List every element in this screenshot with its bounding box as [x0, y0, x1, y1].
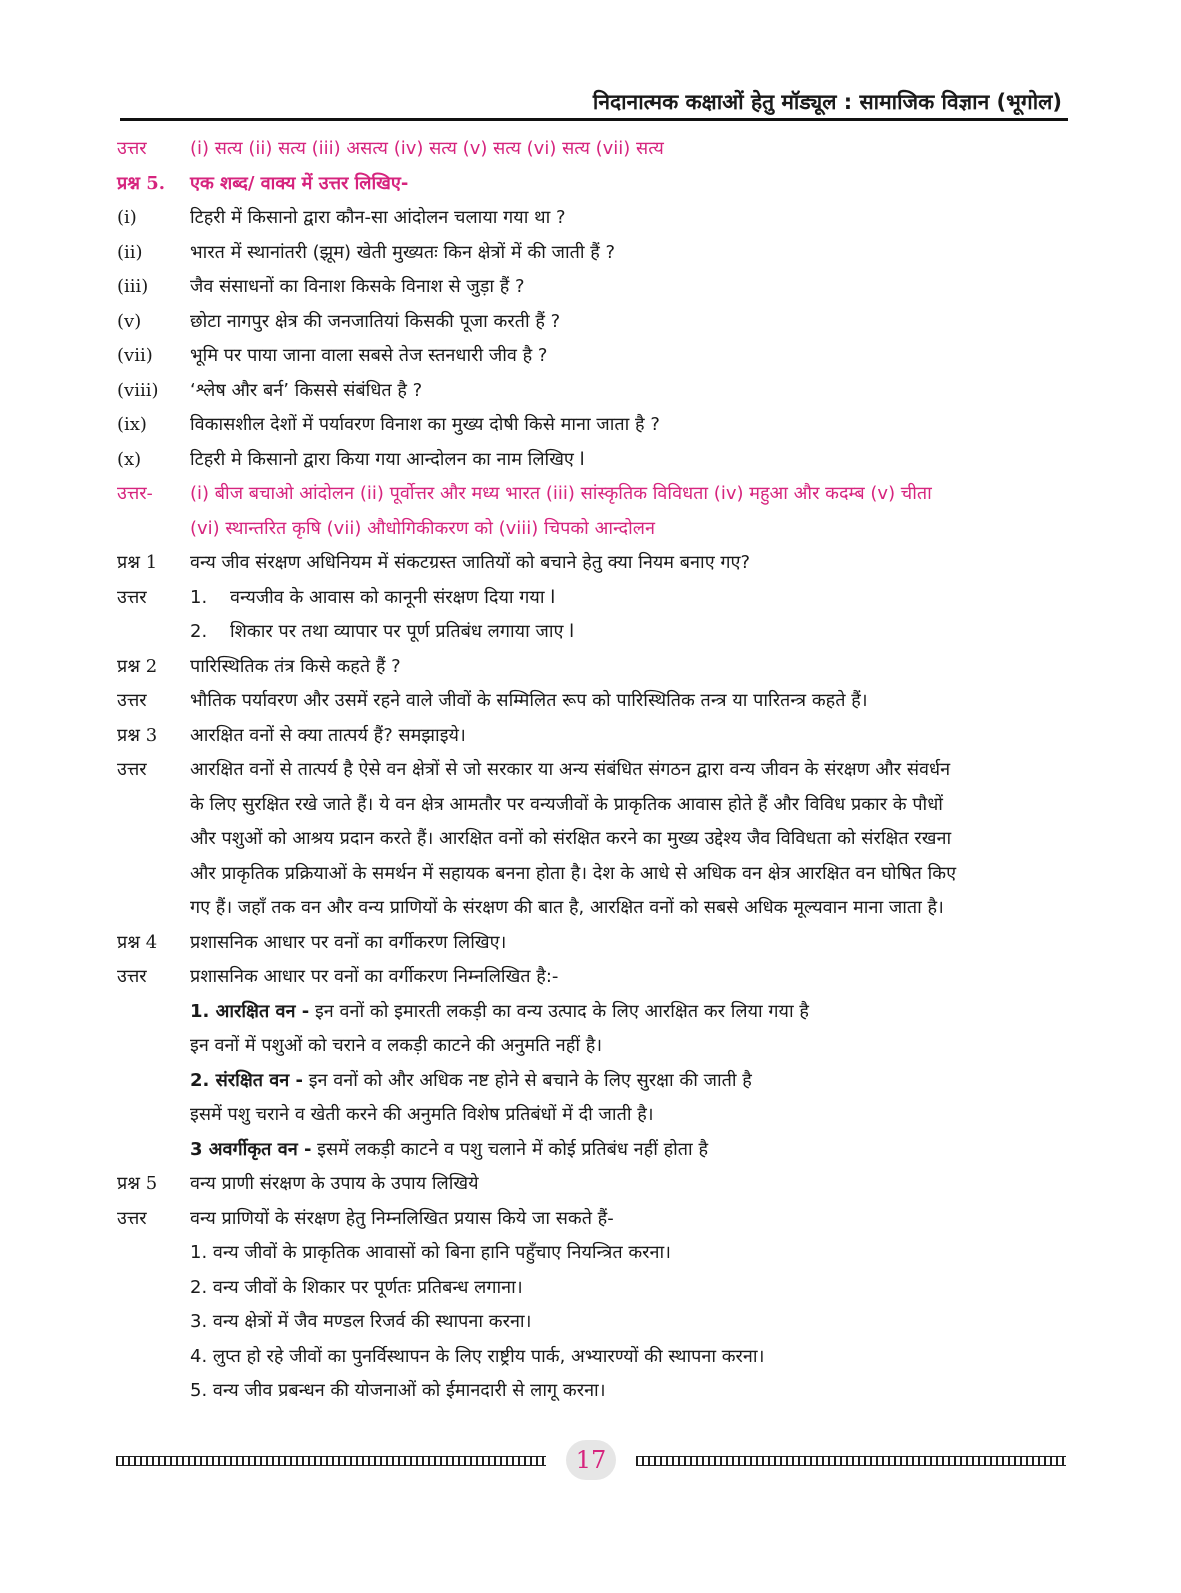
point-text: 1. वन्य जीवों के प्राकृतिक आवासों को बिना हानि पहुँचाए नियन्त्रित करना। [190, 1242, 671, 1263]
question-label: प्रश्न 1 [117, 552, 158, 573]
list-item [117, 201, 1072, 236]
item-number: (iii) [117, 276, 149, 297]
answer-label: उत्तर [117, 1207, 147, 1229]
point-text: 4. लुप्त हो रहे जीवों का पुनर्विस्थापन के लिए राष्ट्रीय पार्क, अभ्यारण्यों की स्थापना करना। [190, 1345, 765, 1367]
list-item [117, 339, 1072, 374]
answer-3-cont [117, 822, 1072, 857]
item-number: (ii) [117, 241, 143, 263]
question-text: आरक्षित वनों से क्या तात्पर्य हैं? समझाइये। [190, 724, 466, 746]
item-text: भूमि पर पाया जाना वाला सबसे तेज स्तनधारी जीव है ? [190, 345, 548, 366]
answer-5b [117, 1202, 1072, 1237]
list-item [117, 1340, 1072, 1375]
question-3 [117, 719, 1072, 754]
list-item [117, 1305, 1072, 1340]
answer-line: के लिए सुरक्षित रखे जाते हैं। ये वन क्षेत्र आमतौर पर वन्यजीवों के प्राकृतिक आवास होते हैं और विविध प्रकार के पौधों [190, 793, 943, 815]
question-label: प्रश्न 5. [117, 172, 166, 194]
question-5b [117, 1167, 1072, 1202]
class-heading: 2. संरक्षित वन - [190, 1069, 303, 1091]
forest-class-2-cont [117, 1098, 1072, 1133]
question-title: एक शब्द/ वाक्य में उत्तर लिखिए- [190, 172, 409, 194]
list-item [117, 408, 1072, 443]
forest-class-1 [117, 995, 1072, 1030]
answer-intro: वन्य प्राणियों के संरक्षण हेतु निम्नलिखित प्रयास किये जा सकते हैं- [190, 1207, 614, 1229]
point-text: 5. वन्य जीव प्रबन्धन की योजनाओं को ईमानदारी से लागू करना। [190, 1380, 606, 1401]
answer-point [190, 581, 1072, 616]
question-text: पारिस्थितिक तंत्र किसे कहते हैं ? [190, 655, 401, 677]
item-number: (x) [117, 448, 142, 470]
question-5-answer [117, 477, 1072, 512]
question-label: प्रश्न 2 [117, 655, 158, 677]
answer-line: (i) बीज बचाओ आंदोलन (ii) पूर्वोत्तर और मध्य भारत (iii) सांस्कृतिक विविधता (iv) महुआ और कदम्ब (v) चीता [190, 483, 932, 504]
list-item [117, 374, 1072, 409]
point-text: 3. वन्य क्षेत्रों में जैव मण्डल रिजर्व की स्थापना करना। [190, 1311, 532, 1332]
answer-3-cont [117, 891, 1072, 926]
answer-true-false [117, 132, 1072, 167]
question-text: वन्य जीव संरक्षण अधिनियम में संकटग्रस्त जातियों को बचाने हेतु क्या नियम बनाए गए? [190, 552, 751, 573]
list-item [117, 1271, 1072, 1306]
footer-ornament-right [636, 1456, 1066, 1466]
item-text: छोटा नागपुर क्षेत्र की जनजातियां किसकी पूजा करती हैं ? [190, 310, 561, 332]
list-item [117, 305, 1072, 340]
class-text: इसमें पशु चराने व खेती करने की अनुमति विशेष प्रतिबंधों में दी जाती है। [190, 1104, 654, 1125]
question-text: प्रशासनिक आधार पर वनों का वर्गीकरण लिखिए। [190, 931, 507, 953]
list-item [117, 1374, 1072, 1409]
point-number: 2. [190, 621, 208, 642]
point-text: 2. वन्य जीवों के शिकार पर पूर्णतः प्रतिबन्ध लगाना। [190, 1276, 523, 1298]
list-item [117, 270, 1072, 305]
forest-class-1-cont [117, 1029, 1072, 1064]
question-label: प्रश्न 4 [117, 931, 158, 953]
item-text: भारत में स्थानांतरी (झूम) खेती मुख्यतः किन क्षेत्रों में की जाती हैं ? [190, 241, 616, 263]
item-number: (viii) [117, 379, 159, 401]
point-text: शिकार पर तथा व्यापार पर पूर्ण प्रतिबंध लगाया जाए l [230, 621, 575, 642]
class-text: इन वनों में पशुओं को चराने व लकड़ी काटने की अनुमति नहीं है। [190, 1035, 603, 1056]
item-number: (i) [117, 207, 137, 228]
answer-4 [117, 960, 1072, 995]
answer-label: उत्तर [117, 690, 147, 711]
page-header [120, 88, 1068, 121]
answer-2 [117, 684, 1072, 719]
answer-label: उत्तर [117, 966, 147, 987]
footer-ornament-left [116, 1456, 546, 1466]
class-heading: 3 अवर्गीकृत वन - [190, 1138, 312, 1160]
list-item [117, 443, 1072, 478]
answer-label: उत्तर [117, 586, 147, 608]
item-text: टिहरी मे किसानो द्वारा किया गया आन्दोलन का नाम लिखिए l [190, 448, 585, 470]
question-1 [117, 546, 1072, 581]
answer-label: उत्तर- [117, 483, 153, 504]
question-4 [117, 926, 1072, 961]
answer-1-cont [117, 615, 1072, 650]
class-text: इन वनों को इमारती लकड़ी का वन्य उत्पाद के लिए आरक्षित कर लिया गया है [309, 1000, 809, 1022]
point-number: 1. [190, 586, 208, 608]
answer-3-cont [117, 788, 1072, 823]
question-label: प्रश्न 5 [117, 1173, 158, 1194]
answer-intro: प्रशासनिक आधार पर वनों का वर्गीकरण निम्नलिखित है:- [190, 966, 559, 987]
forest-class-2 [117, 1064, 1072, 1099]
page-footer [116, 1446, 1066, 1476]
answer-line: आरक्षित वनों से तात्पर्य है ऐसे वन क्षेत्रों से जो सरकार या अन्य संबंधित संगठन द्वारा वन्य जीवन के संरक्षण और संवर्धन [190, 759, 951, 780]
answer-text: भौतिक पर्यावरण और उसमें रहने वाले जीवों के सम्मिलित रूप को पारिस्थितिक तन्त्र या पारितन्त्र कहते हैं। [190, 690, 868, 711]
header-title: निदानात्मक कक्षाओं हेतु मॉड्यूल : सामाजिक विज्ञान (भूगोल) [592, 90, 1062, 114]
question-text: वन्य प्राणी संरक्षण के उपाय के उपाय लिखिये [190, 1173, 479, 1194]
answer-label: उत्तर [117, 138, 147, 159]
answer-line: और पशुओं को आश्रय प्रदान करते हैं। आरक्षित वनों को संरक्षित करने का मुख्य उद्देश्य जैव विविधता को संरक्षित रखना [190, 828, 952, 849]
answer-3-cont [117, 857, 1072, 892]
list-item [117, 1236, 1072, 1271]
answer-1 [117, 581, 1072, 616]
answer-line: गए हैं। जहाँ तक वन और वन्य प्राणियों के संरक्षण की बात है, आरक्षित वनों को सबसे अधिक मूल्यवान माना जाता है। [190, 897, 944, 918]
forest-class-3 [117, 1133, 1072, 1168]
answer-label: उत्तर [117, 759, 147, 780]
item-number: (vii) [117, 345, 153, 366]
item-number: (ix) [117, 414, 147, 435]
question-5-answer-cont [117, 512, 1072, 547]
question-label: प्रश्न 3 [117, 724, 158, 746]
question-5-heading [117, 167, 1072, 202]
item-text: टिहरी में किसानो द्वारा कौन-सा आंदोलन चलाया गया था ? [190, 207, 566, 228]
question-2 [117, 650, 1072, 685]
answer-line: और प्राकृतिक प्रक्रियाओं के समर्थन में सहायक बनना होता है। देश के आधे से अधिक वन क्षेत्र आरक्षित वन घोषित किए [190, 862, 957, 884]
answer-point [190, 615, 1072, 650]
item-text: जैव संसाधनों का विनाश किसके विनाश से जुड़ा हैं ? [190, 276, 525, 297]
page-content [117, 132, 1072, 1409]
page-number: 17 [566, 1440, 616, 1480]
list-item [117, 236, 1072, 271]
item-text: विकासशील देशों में पर्यावरण विनाश का मुख्य दोषी किसे माना जाता है ? [190, 414, 660, 435]
answer-text: (i) सत्य (ii) सत्य (iii) असत्य (iv) सत्य (v) सत्य (vi) सत्य (vii) सत्य [190, 138, 664, 159]
item-text: ‘श्लेष और बर्न’ किससे संबंधित है ? [190, 379, 423, 401]
class-heading: 1. आरक्षित वन - [190, 1000, 310, 1022]
class-text: इसमें लकड़ी काटने व पशु चलाने में कोई प्रतिबंध नहीं होता है [311, 1138, 709, 1160]
class-text: इन वनों को और अधिक नष्ट होने से बचाने के लिए सुरक्षा की जाती है [303, 1069, 752, 1091]
answer-line: (vi) स्थान्तरित कृषि (vii) औधोगिकीकरण को (viii) चिपको आन्दोलन [190, 517, 655, 539]
answer-3 [117, 753, 1072, 788]
point-text: वन्यजीव के आवास को कानूनी संरक्षण दिया गया l [230, 586, 556, 608]
item-number: (v) [117, 310, 142, 332]
